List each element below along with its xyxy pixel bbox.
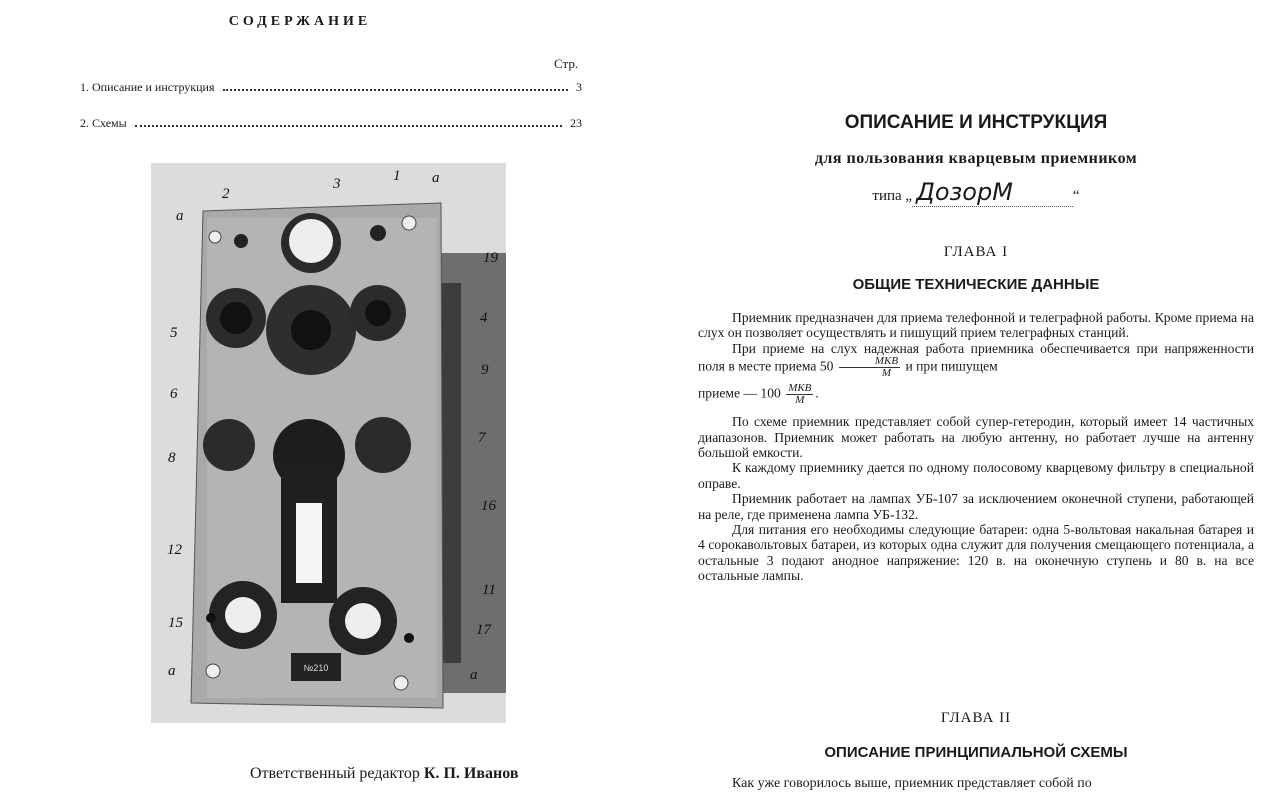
paragraph: По схеме приемник представляет собой супер-гетеродин, который имеет 14 частичных диапазонов. Приемник может работать на любую антенну, но работает лучше на антенну большой емкости.	[698, 414, 1254, 461]
callout-label: 12	[167, 542, 182, 558]
section-heading: ОПИСАНИЕ ПРИНЦИПИАЛЬНОЙ СХЕМЫ	[824, 744, 1128, 761]
toc-item	[80, 116, 582, 131]
editor-line	[250, 765, 518, 783]
toc-item-page: 3	[576, 80, 582, 94]
callout-label: 4	[480, 310, 488, 326]
editor-prefix: Ответственный редактор	[250, 765, 420, 782]
toc-heading: СОДЕРЖАНИЕ	[228, 14, 372, 29]
panel-plate-number: №210	[303, 663, 329, 673]
editor-name: К. П. Иванов	[423, 765, 519, 782]
type-prefix: типа „	[872, 188, 913, 204]
callout-label: 3	[333, 176, 341, 192]
type-suffix: “	[1072, 188, 1080, 204]
toc-item-label: 1. Описание и инструкция	[80, 80, 215, 94]
receiver-panel-illustration	[151, 163, 506, 723]
callout-label: 2	[222, 186, 230, 202]
callout-label: 9	[481, 362, 489, 378]
document-subtitle: для пользования кварцевым приемником	[814, 150, 1138, 167]
callout-label: а	[432, 170, 440, 186]
paragraph: приеме — 100 $\frac{\text{МКВ}}{М}$ .	[698, 382, 819, 407]
toc-leader-dots	[135, 125, 562, 127]
fraction: $\frac{\text{МКВ}}{М}$	[788, 382, 812, 407]
callout-label: 19	[483, 250, 498, 266]
paragraph: Для питания его необходимы следующие батареи: одна 5-вольтовая накальная батарея и 4 сорокавольтовых батареи, из которых одна служит для получения смещающего потенциала, а остальные 3 подают анодное напряжение: 120 в. на оконечную ступень и 80 в. на все остальные лампы.	[698, 522, 1254, 584]
document-title: ОПИСАНИЕ И ИНСТРУКЦИЯ	[844, 112, 1108, 133]
callout-label: а	[470, 667, 478, 683]
callout-label: а	[168, 663, 176, 679]
receiver-type-line	[700, 178, 1252, 206]
callout-label: 7	[478, 430, 486, 446]
callout-label: 11	[482, 582, 496, 598]
paragraph: При приеме на слух надежная работа приемника обеспечивается при напряженности поля в месте приема 50 $\frac{\text{МКВ}}{М}$ и при пишущем	[698, 340, 1254, 380]
toc-item-page: 23	[570, 116, 582, 130]
callout-label: 15	[168, 615, 183, 631]
callout-label: 17	[476, 622, 491, 638]
chapter-heading: ГЛАВА I	[943, 244, 1009, 260]
paragraph-start: Как уже говорилось выше, приемник представляет собой по	[732, 776, 1092, 791]
receiver-photo	[151, 163, 506, 723]
callout-label: 6	[170, 386, 178, 402]
callout-label: 8	[168, 450, 176, 466]
callout-label: 5	[170, 325, 178, 341]
section-heading: ОБЩИЕ ТЕХНИЧЕСКИЕ ДАННЫЕ	[852, 276, 1100, 293]
callout-label: 1	[393, 168, 401, 184]
body-text	[698, 310, 1254, 584]
chapter-heading: ГЛАВА II	[940, 710, 1012, 726]
toc-leader-dots	[223, 89, 569, 91]
paragraph: Приемник работает на лампах УБ-107 за исключением оконечной ступени, работающей на реле, где применена лампа УБ-132.	[698, 491, 1254, 522]
toc-item-label: 2. Схемы	[80, 116, 127, 130]
toc-page-column-label: Стр.	[554, 56, 579, 71]
type-handwritten: ДозорМ	[912, 178, 1073, 207]
paragraph: К каждому приемнику дается по одному полосовому кварцевому фильтру в специальной оправе.	[698, 460, 1254, 491]
callout-label: а	[176, 208, 184, 224]
toc-item	[80, 80, 582, 95]
paragraph: Приемник предназначен для приема телефонной и телеграфной работы. Кроме приема на слух он позволяет осуществлять и пишущий прием телеграфных станций.	[698, 310, 1254, 341]
callout-label: 16	[481, 498, 496, 514]
fraction: $\frac{\text{МКВ}}{М}$	[839, 356, 900, 379]
